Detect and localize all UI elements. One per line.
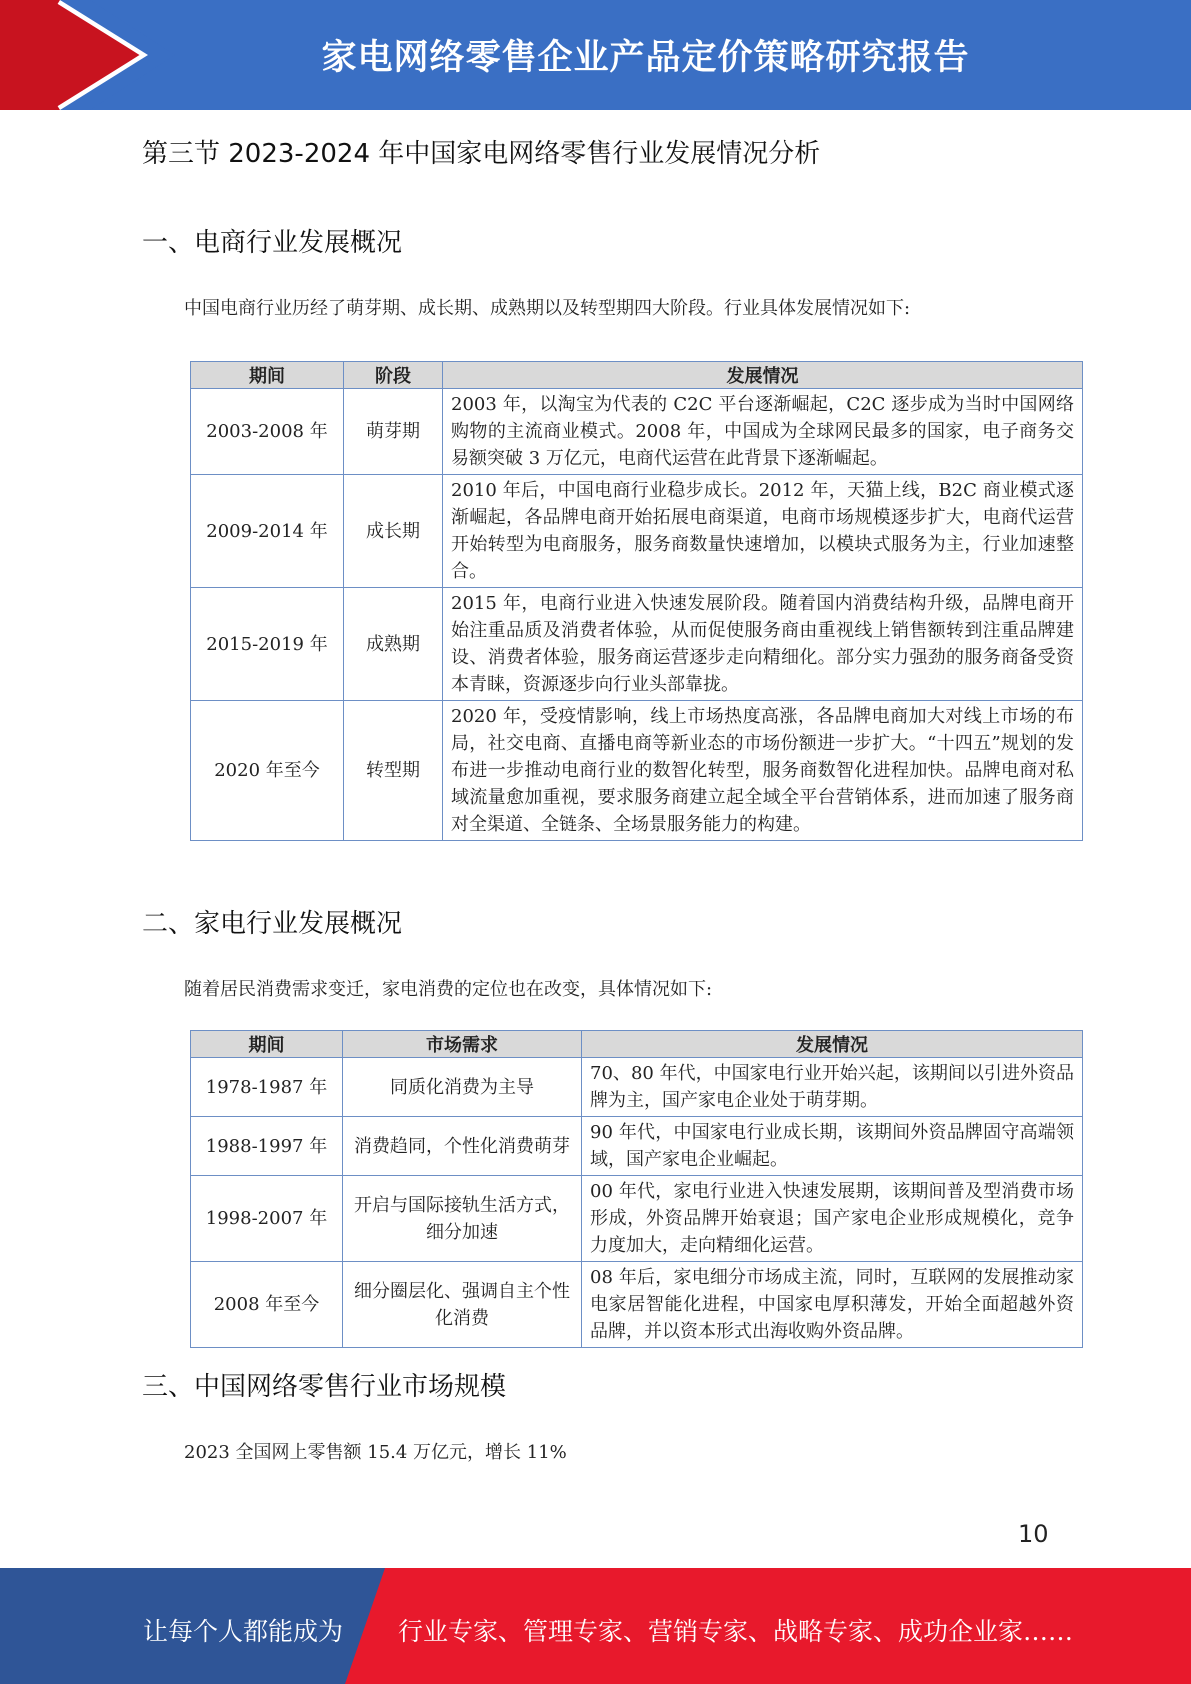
column-header: 期间 — [191, 1031, 343, 1058]
section-title: 第三节 2023-2024 年中国家电网络零售行业发展情况分析 — [142, 139, 821, 169]
description-cell: 00 年代，家电行业进入快速发展期，该期间普及型消费市场形成，外资品牌开始衰退；国产家电企业形成规模化，竞争力度加大，走向精细化运营。 — [582, 1176, 1083, 1262]
demand-cell: 同质化消费为主导 — [343, 1058, 582, 1117]
footer-slogan-right: 行业专家、管理专家、营销专家、战略专家、成功企业家…… — [398, 1617, 1074, 1646]
table-header-row — [191, 1031, 1083, 1058]
description-cell: 90 年代，中国家电行业成长期，该期间外资品牌固守高端领域，国产家电企业崛起。 — [582, 1117, 1083, 1176]
table-row — [191, 701, 1083, 841]
description-cell: 2020 年，受疫情影响，线上市场热度高涨，各品牌电商加大对线上市场的布局，社交电商、直播电商等新业态的市场份额进一步扩大。“十四五”规划的发布进一步推动电商行业的数智化转型，服务商数智化进程加快。品牌电商对私域流量愈加重视，要求服务商建立起全域全平台营销体系，进而加速了服务商对全渠道、全链条、全场景服务能力的构建。 — [443, 701, 1083, 841]
period-cell: 2020 年至今 — [191, 701, 344, 841]
page-header — [0, 0, 1191, 110]
period-cell: 2008 年至今 — [191, 1262, 343, 1348]
period-cell: 1988-1997 年 — [191, 1117, 343, 1176]
table-row — [191, 389, 1083, 475]
description-cell: 70、80 年代，中国家电行业开始兴起，该期间以引进外资品牌为主，国产家电企业处于萌芽期。 — [582, 1058, 1083, 1117]
demand-cell: 细分圈层化、强调自主个性化消费 — [343, 1262, 582, 1348]
table-row — [191, 588, 1083, 701]
page-number: 10 — [1018, 1520, 1049, 1548]
appliance-demand-table — [190, 1030, 1083, 1348]
market-size-text: 2023 全国网上零售额 15.4 万亿元，增长 11% — [184, 1442, 567, 1463]
period-cell: 2009-2014 年 — [191, 475, 344, 588]
stage-cell: 萌芽期 — [344, 389, 443, 475]
table-row — [191, 475, 1083, 588]
column-header: 发展情况 — [582, 1031, 1083, 1058]
heading-market-size: 三、中国网络零售行业市场规模 — [142, 1372, 507, 1402]
demand-cell: 消费趋同，个性化消费萌芽 — [343, 1117, 582, 1176]
stage-cell: 成长期 — [344, 475, 443, 588]
column-header: 阶段 — [344, 362, 443, 389]
heading-ecommerce-overview: 一、电商行业发展概况 — [142, 228, 403, 258]
ecommerce-stages-table — [190, 361, 1083, 841]
period-cell: 2003-2008 年 — [191, 389, 344, 475]
period-cell: 2015-2019 年 — [191, 588, 344, 701]
column-header: 发展情况 — [443, 362, 1083, 389]
ecommerce-intro: 中国电商行业历经了萌芽期、成长期、成熟期以及转型期四大阶段。行业具体发展情况如下: — [184, 298, 911, 319]
column-header: 期间 — [191, 362, 344, 389]
table-row — [191, 1176, 1083, 1262]
report-title: 家电网络零售企业产品定价策略研究报告 — [321, 38, 970, 78]
footer-slogan-left: 让每个人都能成为 — [143, 1617, 344, 1646]
table-header-row — [191, 362, 1083, 389]
description-cell: 2015 年，电商行业进入快速发展阶段。随着国内消费结构升级，品牌电商开始注重品质及消费者体验，从而促使服务商由重视线上销售额转到注重品牌建设、消费者体验，服务商运营逐步走向精细化。部分实力强劲的服务商备受资本青睐，资源逐步向行业头部靠拢。 — [443, 588, 1083, 701]
description-cell: 2010 年后，中国电商行业稳步成长。2012 年，天猫上线，B2C 商业模式逐渐崛起，各品牌电商开始拓展电商渠道，电商市场规模逐步扩大，电商代运营开始转型为电商服务，服务商数量快速增加，以模块式服务为主，行业加速整合。 — [443, 475, 1083, 588]
table-row — [191, 1058, 1083, 1117]
stage-cell: 转型期 — [344, 701, 443, 841]
column-header: 市场需求 — [343, 1031, 582, 1058]
page-footer — [0, 1568, 1191, 1684]
demand-cell: 开启与国际接轨生活方式，细分加速 — [343, 1176, 582, 1262]
stage-cell: 成熟期 — [344, 588, 443, 701]
appliance-intro: 随着居民消费需求变迁，家电消费的定位也在改变，具体情况如下: — [184, 979, 713, 1000]
heading-appliance-overview: 二、家电行业发展概况 — [142, 909, 403, 939]
description-cell: 2003 年，以淘宝为代表的 C2C 平台逐渐崛起，C2C 逐步成为当时中国网络购物的主流商业模式。2008 年，中国成为全球网民最多的国家，电子商务交易额突破 3 万亿元，电商代运营在此背景下逐渐崛起。 — [443, 389, 1083, 475]
period-cell: 1998-2007 年 — [191, 1176, 343, 1262]
table-row — [191, 1117, 1083, 1176]
table-row — [191, 1262, 1083, 1348]
period-cell: 1978-1987 年 — [191, 1058, 343, 1117]
description-cell: 08 年后，家电细分市场成主流，同时，互联网的发展推动家电家居智能化进程，中国家电厚积薄发，开始全面超越外资品牌，并以资本形式出海收购外资品牌。 — [582, 1262, 1083, 1348]
